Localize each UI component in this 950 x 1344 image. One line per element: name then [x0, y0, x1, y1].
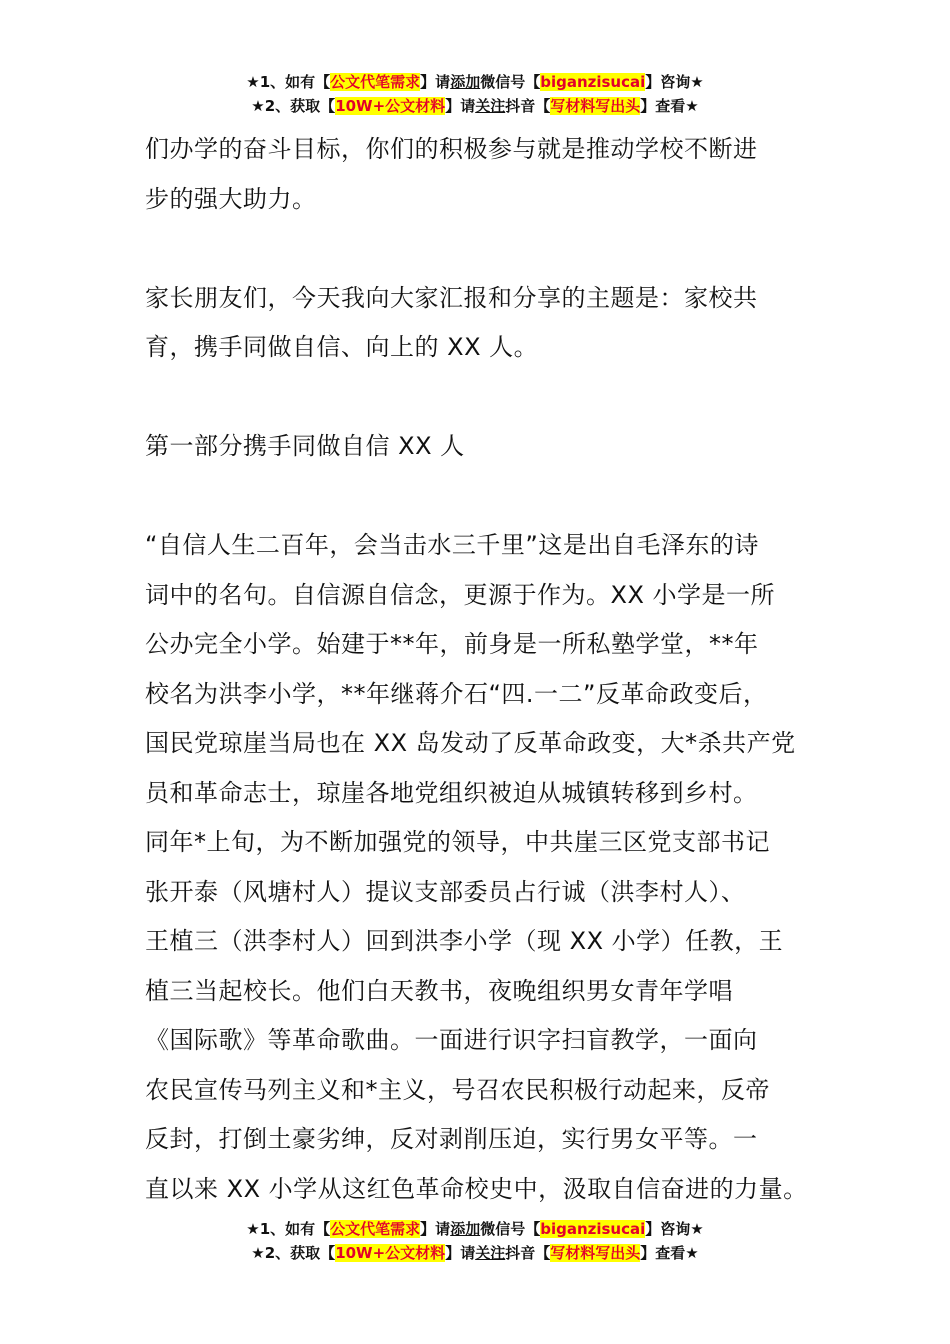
- banner-text: ★2、获取【: [251, 97, 336, 115]
- banner-highlight: biganzisucai: [540, 73, 646, 91]
- banner-text: 】查看★: [640, 97, 699, 115]
- banner-text: 抖音【: [505, 1244, 551, 1262]
- text-line: 《国际歌》等革命歌曲。一面进行识字扫盲教学，一面向: [145, 1026, 758, 1054]
- text-line: “自信人生二百年，会当击水三千里”这是出自毛泽东的诗: [145, 531, 759, 559]
- banner-text: ★1、如有【: [246, 1220, 331, 1238]
- banner-line-2: [0, 94, 950, 118]
- banner-text: 】请: [420, 73, 451, 91]
- header-banner: [0, 70, 950, 118]
- footer-banner: [0, 1217, 950, 1265]
- text-line: 育，携手同做自信、向上的 XX 人。: [145, 333, 539, 361]
- banner-highlight: 公文代笔需求: [330, 73, 421, 91]
- banner-text: 微信号【: [480, 1220, 541, 1238]
- text-line: 公办完全小学。始建于**年，前身是一所私塾学堂，**年: [145, 630, 759, 658]
- text-line: 员和革命志士，琼崖各地党组织被迫从城镇转移到乡村。: [145, 778, 758, 807]
- banner-highlight: 公文代笔需求: [330, 1220, 421, 1238]
- text-line: 直以来 XX 小学从这红色革命校史中，汲取自信奋进的力量。: [145, 1174, 808, 1203]
- banner-text: 】请: [445, 1244, 476, 1262]
- text-line: 张开泰（风塘村人）提议支部委员占行诚（洪李村人）、: [145, 877, 746, 906]
- banner-text: 】咨询★: [645, 73, 704, 91]
- paragraph-4: [145, 521, 835, 1214]
- text-line: 反封，打倒土豪劣绅，反对剥削压迫，实行男女平等。一: [145, 1125, 758, 1153]
- banner-highlight: 10W+公文材料: [335, 97, 446, 115]
- banner-line-1: [0, 70, 950, 94]
- banner-underline: 关注: [475, 97, 506, 115]
- section-heading: [145, 422, 835, 472]
- banner-text: 】查看★: [640, 1244, 699, 1262]
- banner-highlight: 10W+公文材料: [335, 1244, 446, 1262]
- banner-line-1: [0, 1217, 950, 1241]
- text-line: 步的强大助力。: [145, 184, 317, 213]
- banner-text: 微信号【: [480, 73, 541, 91]
- text-line: 同年*上旬，为不断加强党的领导，中共崖三区党支部书记: [145, 828, 770, 856]
- text-line: 词中的名句。自信源自信念，更源于作为。XX 小学是一所: [145, 580, 776, 609]
- document-body: [145, 125, 835, 1214]
- text-line: 第一部分携手同做自信 XX 人: [145, 432, 465, 460]
- text-line: 们办学的奋斗目标，你们的积极参与就是推动学校不断进: [145, 135, 758, 163]
- banner-underline: 添加: [450, 73, 481, 91]
- banner-highlight: 写材料写出头: [550, 97, 641, 115]
- banner-highlight: biganzisucai: [540, 1220, 646, 1238]
- banner-text: 】请: [420, 1220, 451, 1238]
- banner-underline: 关注: [475, 1244, 506, 1262]
- banner-text: ★2、获取【: [251, 1244, 336, 1262]
- text-line: 校名为洪李小学，**年继蒋介石“四.一二”反革命政变后，: [145, 679, 768, 708]
- text-line: 农民宣传马列主义和*主义，号召农民积极行动起来，反帝: [145, 1075, 770, 1104]
- banner-text: 】咨询★: [645, 1220, 704, 1238]
- text-line: 植三当起校长。他们白天教书，夜晚组织男女青年学唱: [145, 976, 733, 1005]
- banner-highlight: 写材料写出头: [550, 1244, 641, 1262]
- banner-underline: 添加: [450, 1220, 481, 1238]
- banner-text: 抖音【: [505, 97, 551, 115]
- paragraph-2: [145, 274, 835, 373]
- banner-line-2: [0, 1241, 950, 1265]
- paragraph-1: [145, 125, 835, 224]
- banner-text: ★1、如有【: [246, 73, 331, 91]
- banner-text: 】请: [445, 97, 476, 115]
- text-line: 王植三（洪李村人）回到洪李小学（现 XX 小学）任教，王: [145, 927, 784, 955]
- text-line: 国民党琼崖当局也在 XX 岛发动了反革命政变，大*杀共产党: [145, 729, 796, 757]
- text-line: 家长朋友们，今天我向大家汇报和分享的主题是：家校共: [145, 283, 758, 312]
